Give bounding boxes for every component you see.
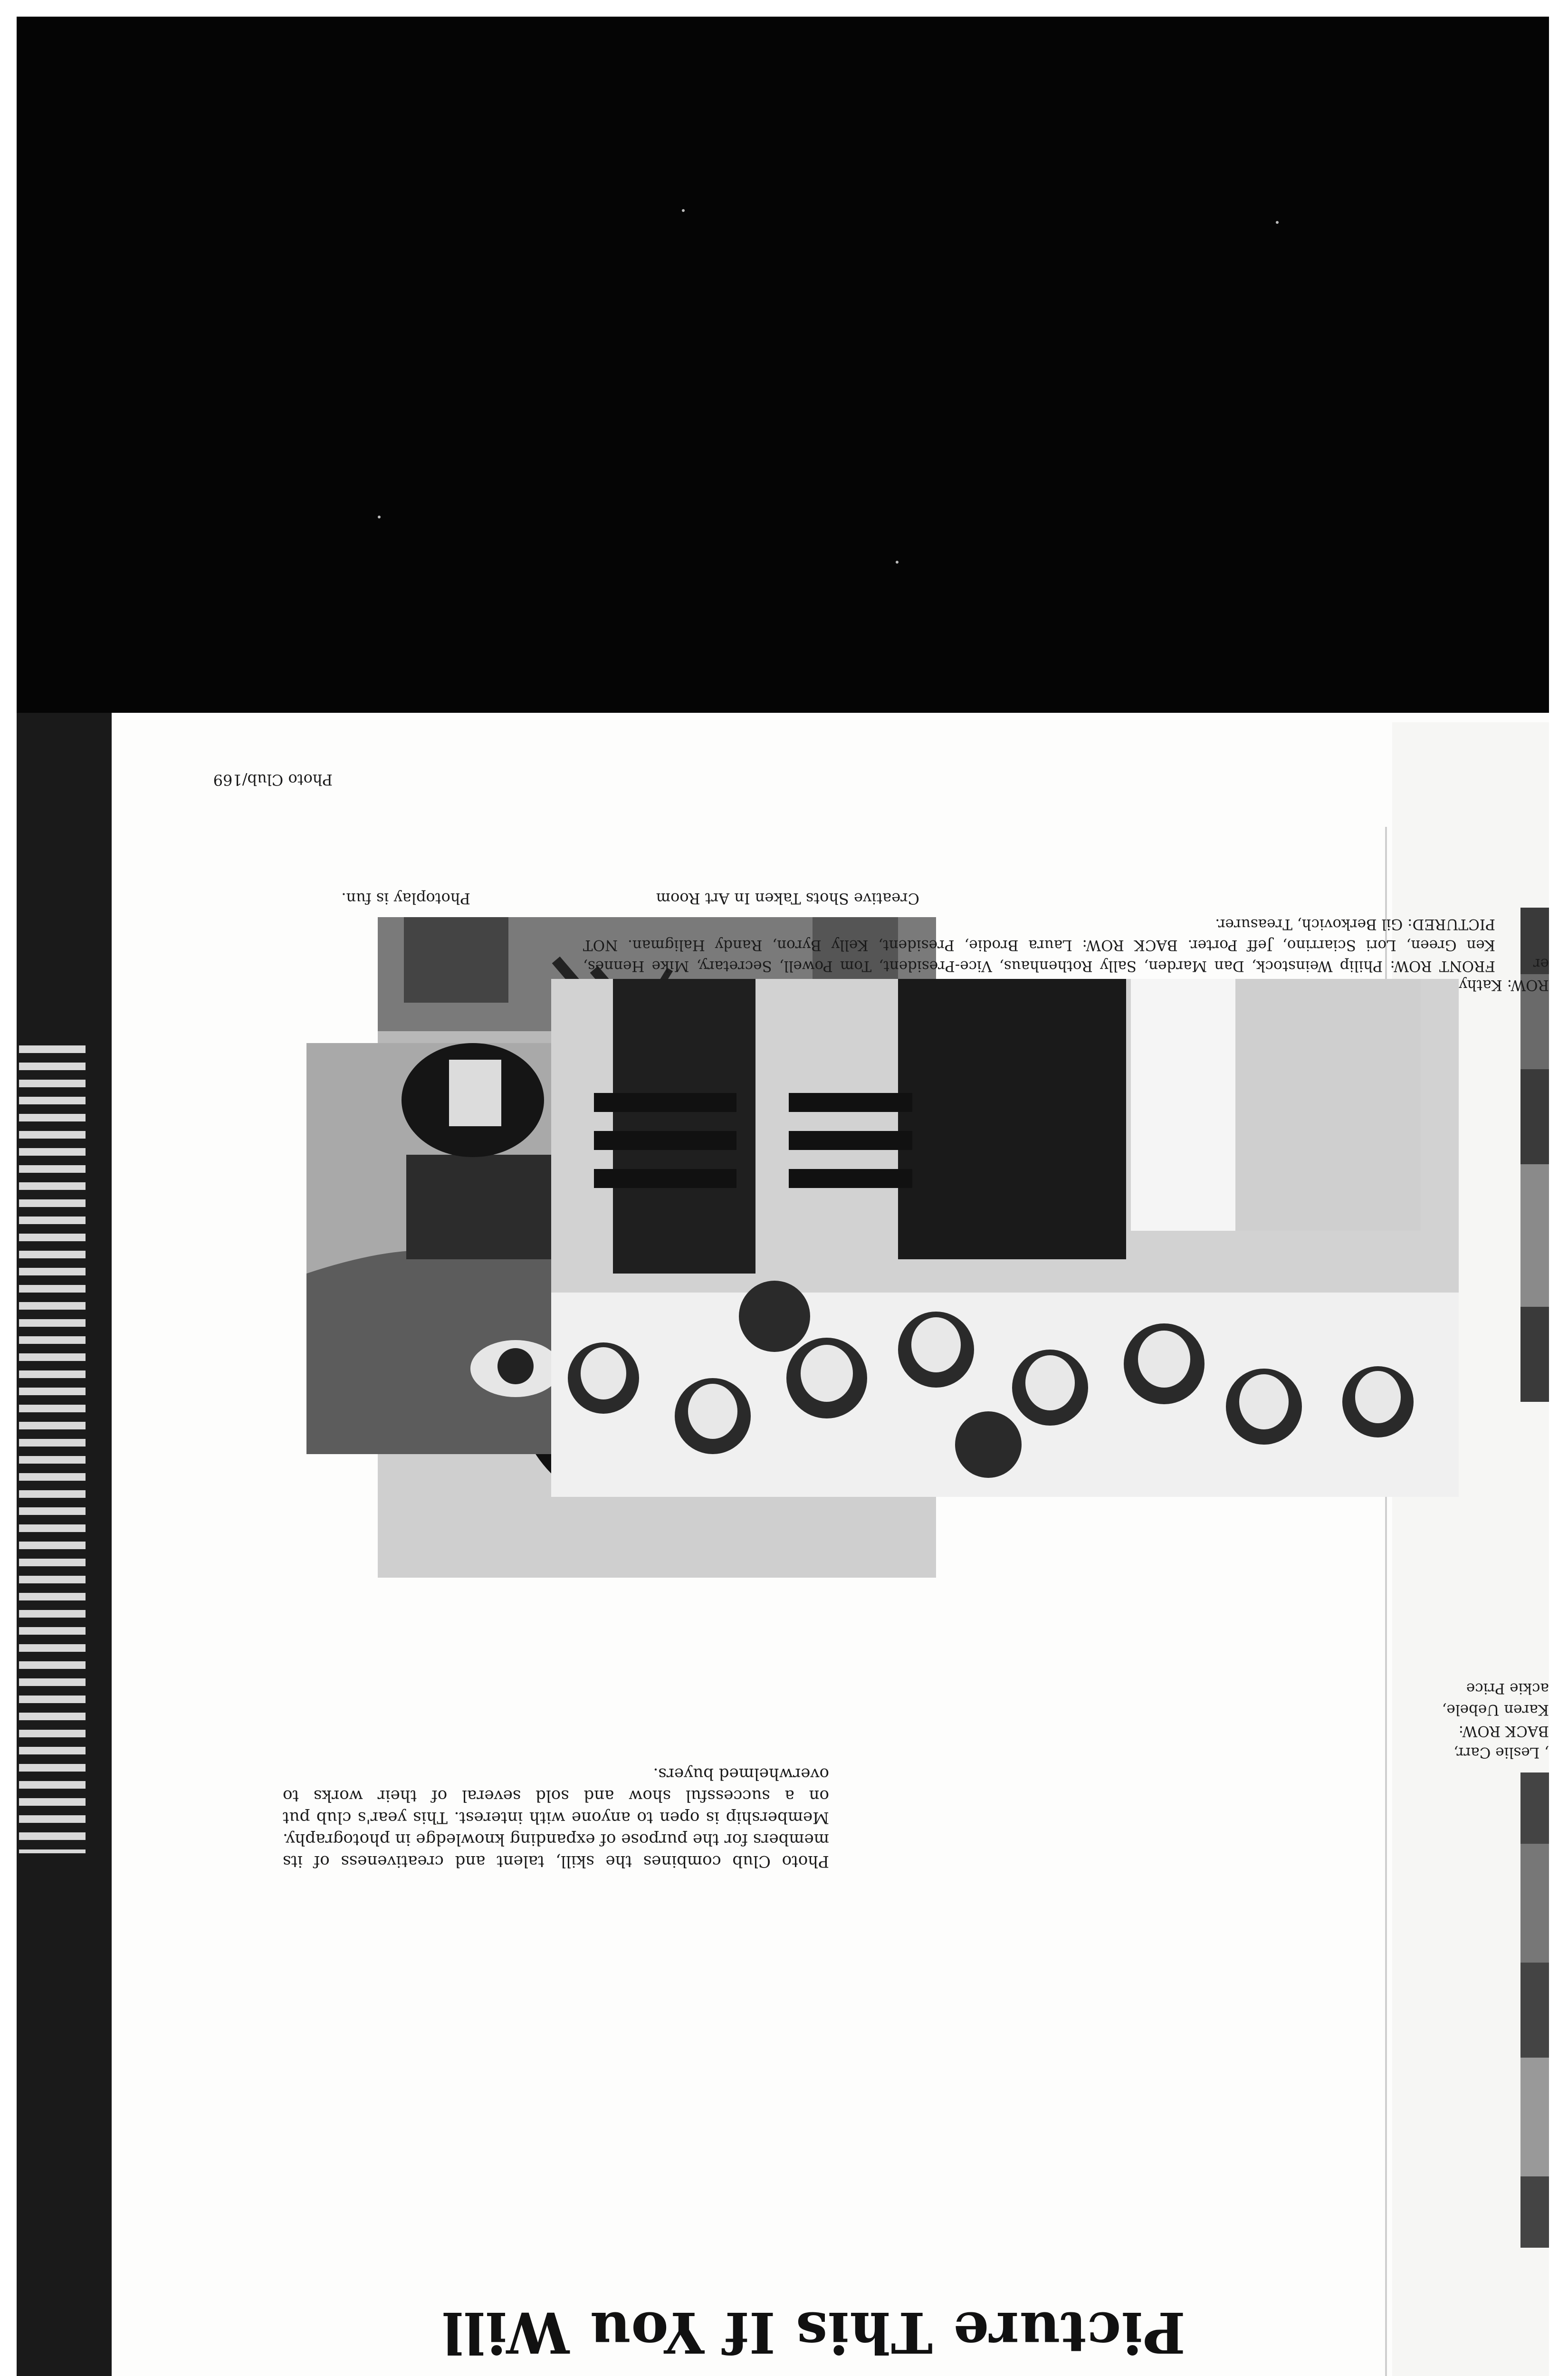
adjacent-page-fragment-4: BACK ROW:: [1458, 1723, 1549, 1740]
group-photo-caption: FRONT ROW: Philip Weinstock, Dan Marden, Sally Rothenhaus, Vice-President, Tom Powell, Secretary, Mike Hennes, Ken Green, Lori Sciarrino, Jeff Porter. BACK ROW: Laura Brodie, President, Kelly Byron, Randy Haligman. NOT PICTURED: Gil Berkovich, Treasurer.: [583, 916, 1495, 975]
dust-speck: [896, 561, 899, 564]
adjacent-page-fragment-2: er: [1533, 955, 1549, 972]
adjacent-page-fragment-3: , Leslie Carr,: [1453, 1744, 1549, 1761]
photoplay-caption: Photoplay is fun.: [341, 890, 470, 908]
dust-speck: [378, 516, 381, 518]
adjacent-page-fragment-1: ROW: Kathy: [1459, 977, 1549, 994]
adjacent-page-photo-bottom: [1520, 1772, 1549, 2248]
dust-speck: [682, 209, 685, 212]
adjacent-page-fragment-6: ackie Price: [1466, 1680, 1549, 1697]
binding-ribs: [19, 1045, 86, 1853]
page-heading: Picture This If You Will: [441, 2299, 1186, 2366]
club-group-photo: [551, 979, 1459, 1497]
dust-speck: [1276, 221, 1279, 224]
intro-paragraph: Photo Club combines the skill, talent and creativeness of its members for the purpose of expanding knowledge in photography. Membership is open to anyone with interest. This year's club put on a successful show and sold several of their works to overwhelmed buyers.: [283, 1764, 829, 1871]
art-room-caption: Creative Shots Taken In Art Room: [656, 890, 919, 908]
adjacent-page-fragment-5: Karen Uebele,: [1442, 1701, 1549, 1718]
page-folio: Photo Club/169: [213, 771, 333, 789]
rotated-page-content: [112, 713, 1549, 2376]
